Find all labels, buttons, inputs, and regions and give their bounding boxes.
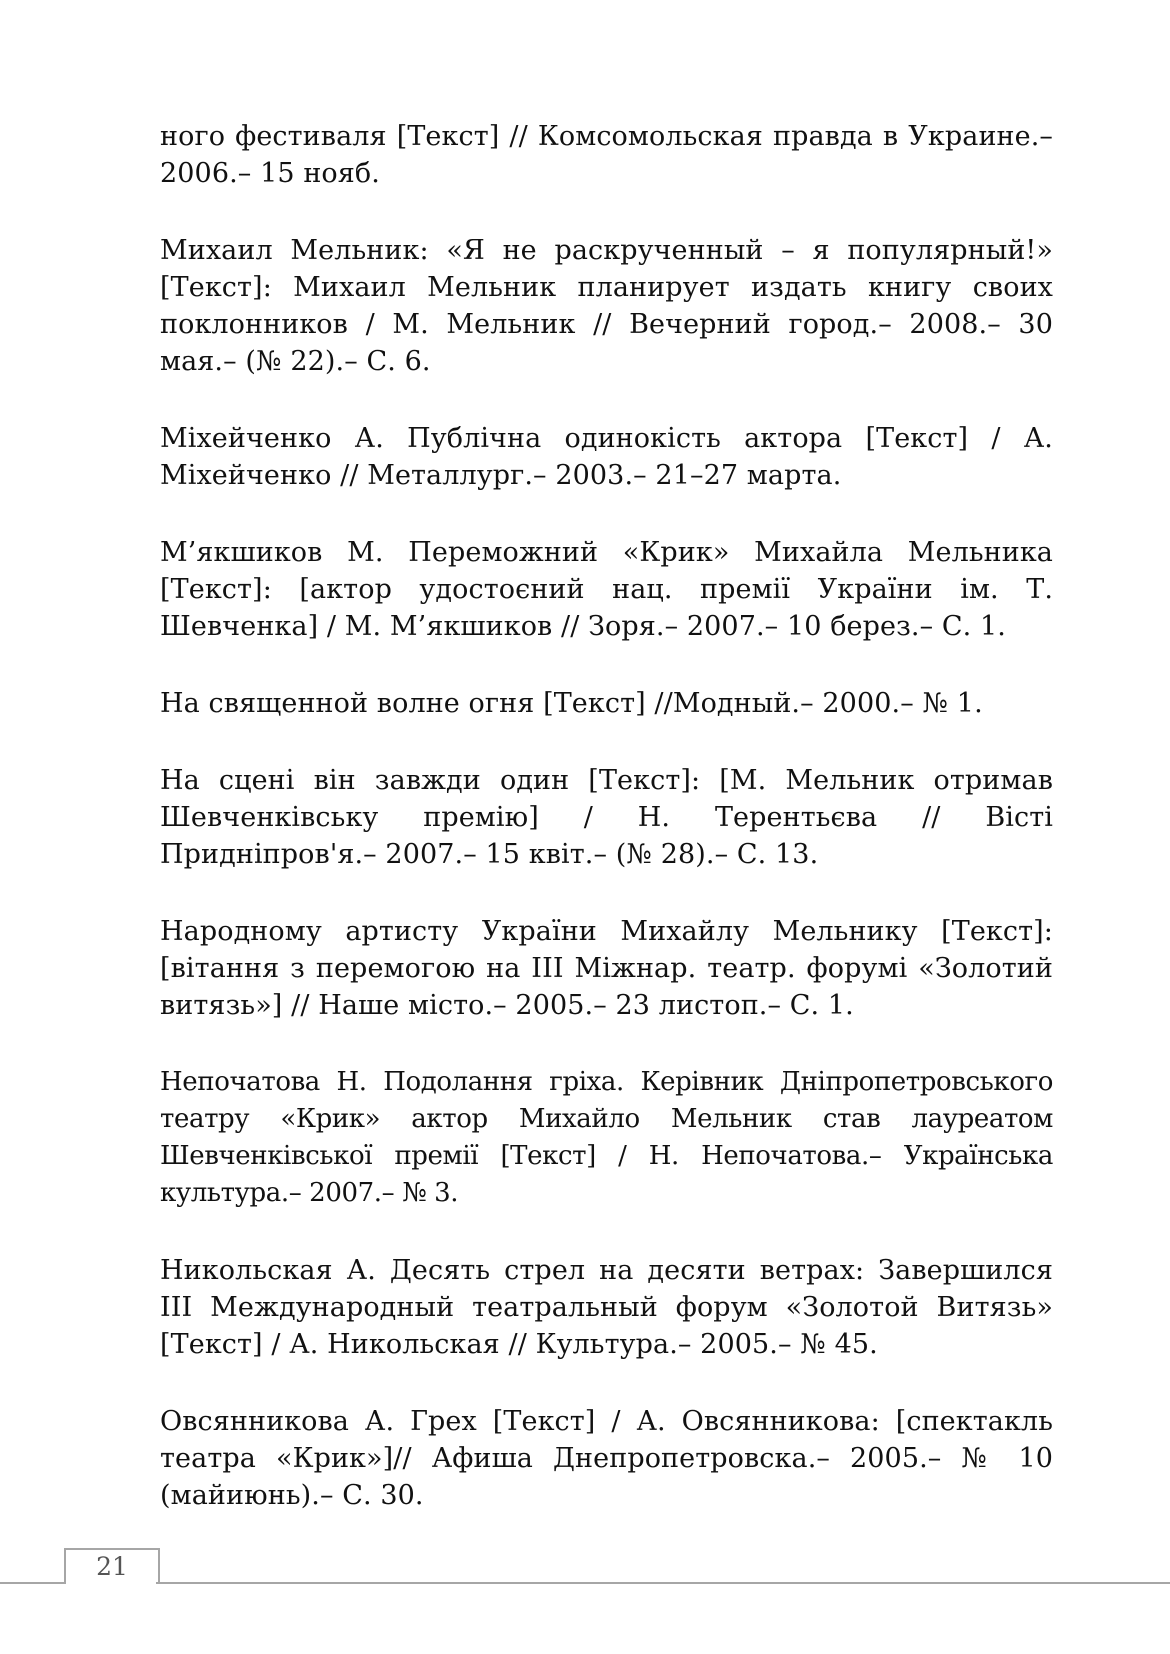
bibliography-entry: Міхейченко А. Публічна одинокість актора [Текст] / А. Міхейченко // Металлург.– 2003.– 21–27 марта. <box>160 423 1053 491</box>
page-number: 21 <box>64 1548 160 1584</box>
bibliography-entry: Народному артисту України Михайлу Мельнику [Текст]: [вітання з перемогою на ІІІ Міжнар. театр. форумі «Золотий витязь»] // Наше місто.– 2005.– 23 листоп.– С. 1. <box>160 916 1053 1021</box>
bibliography-entry: Михаил Мельник: «Я не раскрученный – я популярный!» [Текст]: Михаил Мельник планирует издать книгу своих поклонников / М. Мельник // Вечерний город.– 2008.– 30 мая.– (№ 22).– С. 6. <box>160 235 1053 377</box>
bibliography-list <box>160 118 1053 1554</box>
bibliography-entry: На священной волне огня [Текст] //Модный.– 2000.– № 1. <box>160 688 983 719</box>
bibliography-entry: Никольская А. Десять стрел на десяти ветрах: Завершился ІІІ Международный театральный форум «Золотой Витязь» [Текст] / А. Никольская // Культура.– 2005.– № 45. <box>160 1255 1053 1360</box>
bibliography-entry: Овсянникова А. Грех [Текст] / А. Овсянникова: [спектакль театра «Крик»]// Афиша Днепропетровска.– 2005.– № 10 (майиюнь).– С. 30. <box>160 1406 1053 1511</box>
footer-rule-right <box>156 1582 1170 1584</box>
bibliography-entry: Непочатова Н. Подолання гріха. Керівник Дніпропетровського театру «Крик» актор Михайло Мельник став лауреатом Шевченківської премії [Текст] / Н. Непочатова.– Українська культура.– 2007.– № 3. <box>160 1067 1053 1208</box>
bibliography-entry: На сцені він завжди один [Текст]: [М. Мельник отримав Шевченківську премію] / Н. Терентьєва // Вісті Придніпров'я.– 2007.– 15 квіт.– (№ 28).– С. 13. <box>160 765 1053 870</box>
page-footer <box>0 1548 1170 1588</box>
bibliography-entry: М’якшиков М. Переможний «Крик» Михайла Мельника [Текст]: [актор удостоєний нац. премії України ім. Т. Шевченка] / М. М’якшиков // Зоря.– 2007.– 10 берез.– С. 1. <box>160 537 1053 642</box>
footer-rule-left <box>0 1582 66 1584</box>
bibliography-entry: ного фестиваля [Текст] // Комсомольская правда в Украине.– 2006.– 15 нояб. <box>160 121 1053 189</box>
